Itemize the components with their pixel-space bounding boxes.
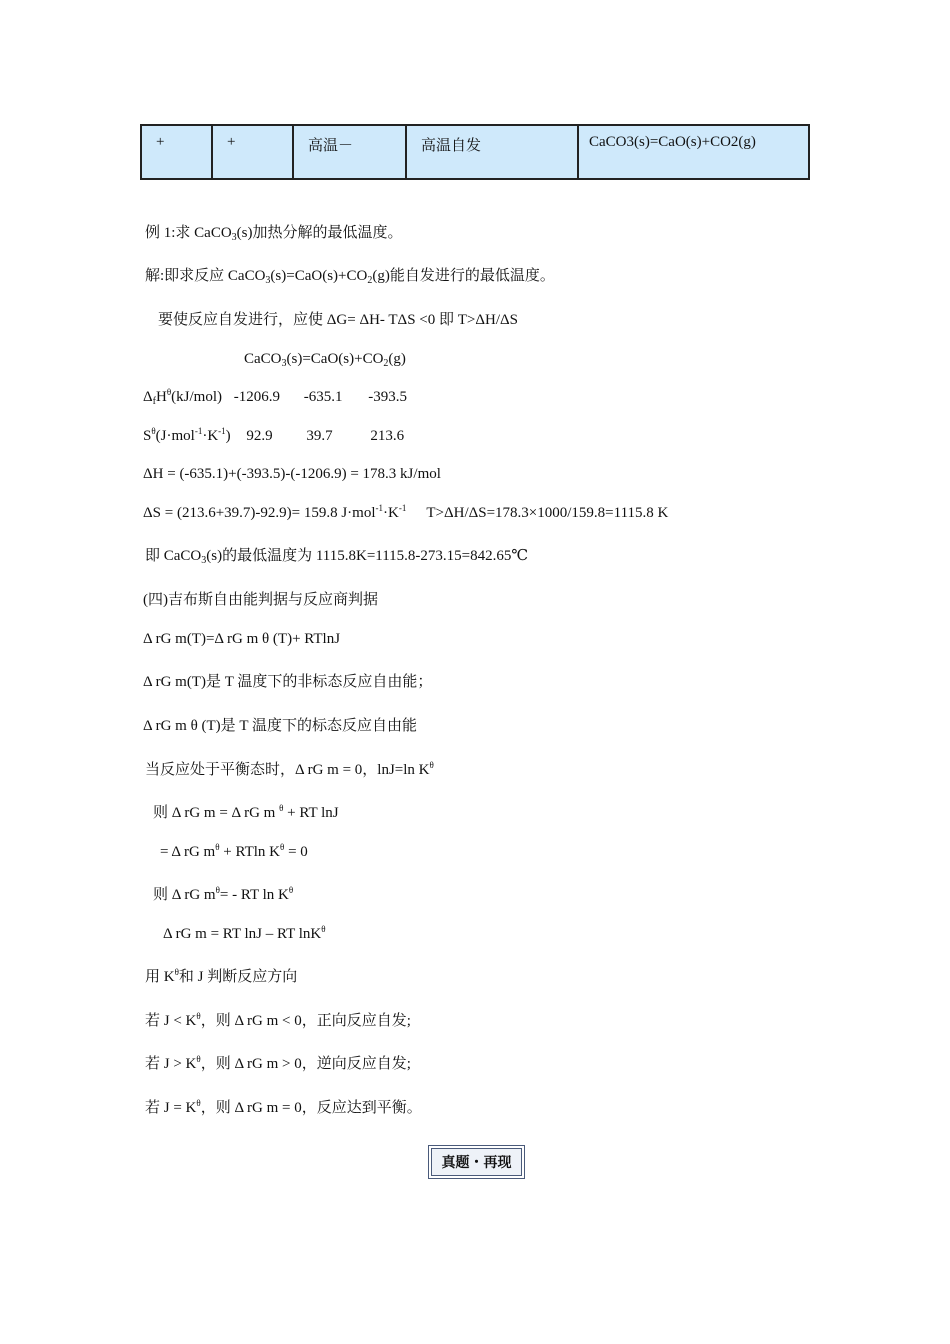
- entropy-value: 213.6: [370, 428, 405, 444]
- spontaneity-condition: 要使反应自发进行，应使 ΔG= ΔH- TΔS <0 即 T>ΔH/ΔS: [158, 312, 519, 328]
- section-heading: (四)吉布斯自由能判据与反应商判据: [143, 592, 378, 608]
- standard-definition: Δ rG m θ (T)是 T 温度下的标态反应自由能: [143, 718, 418, 734]
- gibbs-equation: Δ rG m(T)=Δ rG m θ (T)+ RTlnJ: [143, 631, 341, 647]
- enthalpy-value: -393.5: [368, 389, 407, 405]
- table-cell-dh-sign: +: [142, 126, 213, 178]
- past-exam-button[interactable]: [428, 1145, 525, 1179]
- criterion-forward: 若 $J < K^\theta$，则 Δ rG m < 0，正向反应自发;: [145, 1011, 411, 1029]
- entropy-value: 39.7: [306, 428, 333, 444]
- enthalpy-value: -635.1: [303, 389, 343, 405]
- derivation-line-4: Δ rG m = RT lnJ – RT lnK$^\theta$: [163, 924, 326, 942]
- delta-s-calculation: ΔS = (213.6+39.7)-92.9)= 159.8 $J\cdot mol^{-1}\cdot K^{-1}$ T>ΔH/ΔS=178.3×1000/159.8=1115.8 K: [143, 503, 669, 521]
- table-cell-spontaneity: 高温自发: [407, 126, 579, 178]
- derivation-line-1: 则 Δ rG m = Δ rG m $^\theta$ + RT lnJ: [153, 803, 339, 821]
- past-exam-button-label: 真题・再现: [431, 1148, 522, 1176]
- table-cell-condition: 高温－: [294, 126, 407, 178]
- table-cell-ds-sign: +: [213, 126, 294, 178]
- criterion-equilibrium: 若 $J = K^\theta$，则 Δ rG m = 0，反应达到平衡。: [145, 1098, 422, 1116]
- nonstandard-definition: Δ rG m(T)是 T 温度下的非标态反应自由能；: [143, 674, 433, 690]
- reaction-equation: $CaCO_3(s)=CaO(s)+CO_2(g)$: [244, 351, 406, 369]
- delta-h-calculation: ΔH = (-635.1)+(-393.5)-(-1206.9) = 178.3 kJ/mol: [143, 466, 441, 482]
- solution-line: 解:即求反应 $CaCO_3(s)=CaO(s)+CO_2(g)$能自发进行的最低温度。: [145, 268, 555, 286]
- entropy-row: $S^\theta(J\cdot mol^{-1}\cdot K^{-1})$ 92.9 39.7 213.6: [143, 426, 405, 444]
- direction-criterion-heading: 用 $K^\theta$和 J 判断反应方向: [145, 967, 298, 985]
- derivation-line-2: = Δ rG $m^\theta + RTln$ $K^\theta = 0$: [160, 842, 308, 860]
- entropy-value: 92.9: [246, 428, 273, 444]
- enthalpy-value: -1206.9: [233, 389, 280, 405]
- derivation-line-3: 则 Δ rG $m^\theta=$ - RT $\ln K^\theta$: [153, 885, 294, 903]
- equilibrium-condition: 当反应处于平衡态时，Δ rG m = 0，lnJ=ln $K^\theta$: [145, 760, 434, 778]
- example-title: 例 1:求 CaCO$_3$(s)加热分解的最低温度。: [145, 225, 403, 243]
- enthalpy-row: $\Delta_fH^\theta(kJ/mol)$ -1206.9 -635.1 -393.5: [143, 387, 407, 407]
- answer-line: 即 CaCO$_3$(s)的最低温度为 1115.8K=1115.8-273.15=842.65℃: [145, 548, 529, 566]
- criterion-reverse: 若 $J > K^\theta$，则 Δ rG m > 0，逆向反应自发;: [145, 1054, 411, 1072]
- reaction-table-row: [140, 124, 810, 180]
- table-cell-example-reaction: CaCO3(s)=CaO(s)+CO2(g): [589, 134, 756, 150]
